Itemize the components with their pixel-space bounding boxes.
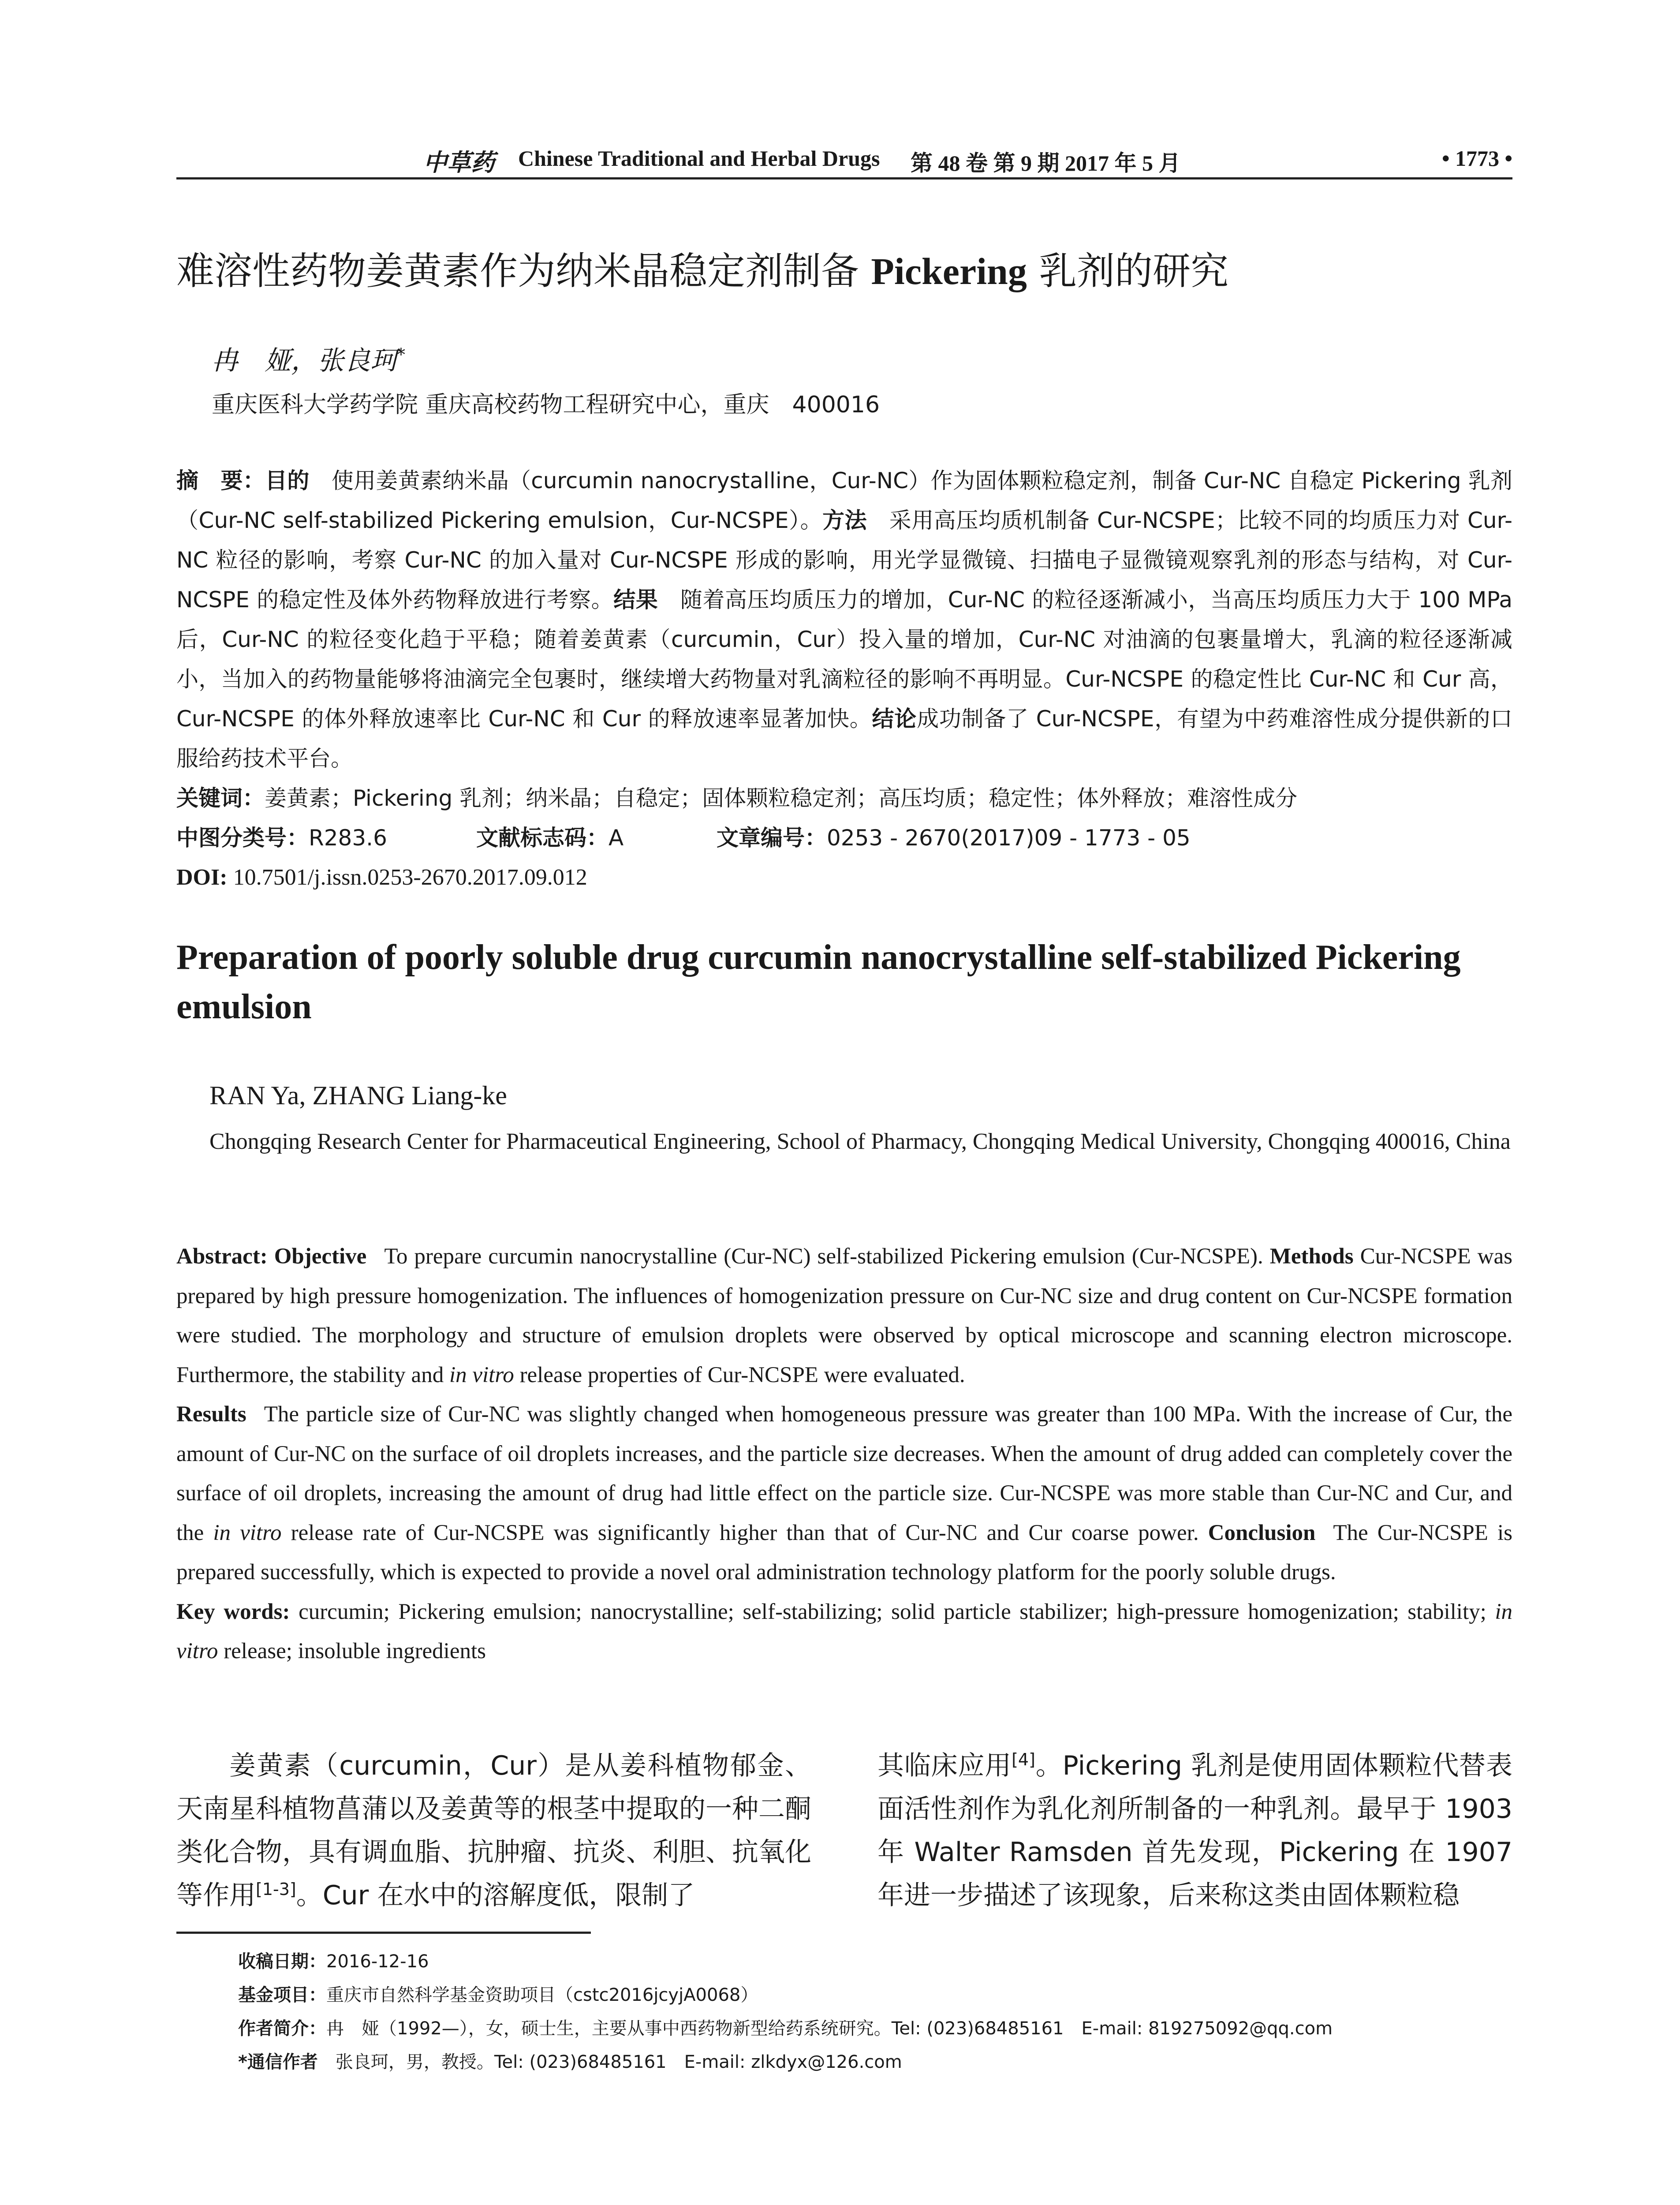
clc-code: R283.6 — [309, 825, 387, 851]
results-label-en: Results — [176, 1402, 246, 1427]
objective-label-en: Objective — [274, 1244, 367, 1269]
keywords-en-end: release; insoluble ingredients — [224, 1639, 486, 1663]
keywords-cn-text: 姜黄素；Pickering 乳剂；纳米晶；自稳定；固体颗粒稳定剂；高压均质；稳定性；体外释放；难溶性成分 — [265, 785, 1298, 811]
methods-label-cn: 方法 — [822, 508, 867, 533]
body-column-right — [877, 1744, 1512, 1917]
abstract-cn — [176, 461, 1512, 778]
results-en: The particle size of Cur-NC was slightly changed when homogeneous pressure was greater than 100 MPa. With the increase of Cur, the amount of Cur-NC on the surface of oil droplets increases, and the particle size decreases. When the amount of drug added can completely cover the surface of oil droplets, increasing the amount of drug had little effect on the particle size. Cur-NCSPE was more stable than Cur-NC and Cur, and the — [176, 1402, 1512, 1545]
footnotes — [238, 1945, 1517, 2079]
body-column-left — [176, 1744, 811, 1917]
doi-line — [176, 858, 1512, 897]
methods-label-en: Methods — [1269, 1244, 1354, 1269]
conclusion-label-en: Conclusion — [1208, 1520, 1316, 1545]
fund-text: 重庆市自然科学基金资助项目（cstc2016jcyjA0068） — [326, 1985, 758, 2005]
objective-en: To prepare curcumin nanocrystalline (Cur-NC) self-stabilized Pickering emulsion (Cur-NCSPE). — [384, 1244, 1263, 1269]
title-cn-part1: 难溶性药物姜黄素作为纳米晶稳定剂制备 — [176, 249, 871, 293]
title-cn-latin: Pickering — [871, 250, 1027, 292]
footnote-received — [238, 1945, 1517, 1978]
affiliation-cn: 重庆医科大学药学院 重庆高校药物工程研究中心，重庆 400016 — [212, 392, 880, 418]
footnote-author — [238, 2012, 1517, 2045]
footnote-rule — [176, 1932, 591, 1934]
paper-title-en: Preparation of poorly soluble drug curcumin nanocrystalline self-stabilized Pickering emulsion — [176, 938, 1461, 1026]
corresponding-author: 张良珂，男，教授。Tel: (023)68485161 E-mail: zlkdyx@126.com — [335, 2052, 902, 2072]
author-names-cn: 冉 娅，张良珂 — [212, 345, 397, 376]
classification-line — [176, 818, 1512, 858]
results-en-end: release rate of Cur-NCSPE was significantly higher than that of Cur-NC and Cur coarse power. — [291, 1520, 1199, 1545]
keywords-en-label: Key words: — [176, 1599, 290, 1624]
journal-name-cn: 中草药 — [423, 149, 495, 176]
authors-cn — [212, 340, 405, 377]
doi-label: DOI: — [176, 865, 228, 890]
keywords-en-text: curcumin; Pickering emulsion; nanocrystalline; self-stabilizing; solid particle stabilizer; high-pressure homogenization; stability; — [299, 1599, 1486, 1624]
running-header — [176, 137, 1512, 176]
doi-value[interactable]: 10.7501/j.issn.0253-2670.2017.09.012 — [233, 865, 587, 890]
conclusion-label-cn: 结论 — [872, 706, 917, 732]
results-label-cn: 结果 — [613, 587, 658, 613]
objective-cn: 使用姜黄素纳米晶（curcumin nanocrystalline，Cur-NC）作为固体颗粒稳定剂，制备 Cur-NC 自稳定 Pickering 乳剂（Cur-NC self-stabilized Pickering emulsion，Cur-NCSPE）。 — [176, 468, 1512, 533]
keywords-cn-label: 关键词： — [176, 785, 265, 811]
body-left-text: 姜黄素（curcumin，Cur）是从姜科植物郁金、天南星科植物菖蒲以及姜黄等的根茎中提取的一种二酮类化合物，具有调血脂、抗肿瘤、抗炎、利胆、抗氧化等作用 — [176, 1750, 811, 1911]
header-rule — [176, 177, 1512, 179]
body-left-end: 。Cur 在水中的溶解度低，限制了 — [296, 1880, 695, 1911]
corresponding-label: *通信作者 — [238, 2052, 318, 2072]
authors-en: RAN Ya, ZHANG Liang-ke — [209, 1081, 507, 1110]
journal-name-en: Chinese Traditional and Herbal Drugs — [518, 146, 880, 171]
footnote-fund — [238, 1978, 1517, 2012]
fund-label: 基金项目： — [238, 1985, 326, 2005]
reference-citation[interactable]: [4] — [1012, 1750, 1035, 1769]
objective-label-cn: 目的 — [265, 468, 310, 493]
methods-en-italic: in vitro — [449, 1362, 514, 1387]
methods-en: Cur-NCSPE was prepared by high pressure homogenization. The influences of homogenization pressure on Cur-NC size and drug content on Cur-NCSPE formation were studied. The morphology and structure of emulsion droplets were observed by optical microscope and scanning electron microscope. Furthermore, the stability and — [176, 1244, 1513, 1387]
doc-code-label: 文献标志码： — [476, 825, 609, 851]
results-en-italic: in vitro — [213, 1520, 282, 1545]
conclusion-cn: 成功制备了 Cur-NCSPE，有望为中药难溶性成分提供新的口服给药技术平台。 — [176, 706, 1512, 771]
clc-label: 中图分类号： — [176, 825, 309, 851]
affiliation-en: Chongqing Research Center for Pharmaceutical Engineering, School of Pharmacy, Chongqing Medical University, Chongqing 400016, China — [209, 1129, 1511, 1154]
results-cn: 随着高压均质压力的增加，Cur-NC 的粒径逐渐减小，当高压均质压力大于 100 MPa 后，Cur-NC 的粒径变化趋于平稳；随着姜黄素（curcumin，Cur）投入量的增加，Cur-NC 对油滴的包裹量增大，乳滴的粒径逐渐减小，当加入的药物量能够将油滴完全包裹时，继续增大药物量对乳滴粒径的影响不再明显。Cur-NCSPE 的稳定性比 Cur-NC 和 Cur 高，Cur-NCSPE 的体外释放速率比 Cur-NC 和 Cur 的释放速率显著加快。 — [176, 587, 1512, 732]
abstract-en — [176, 1237, 1512, 1671]
article-no-label: 文章编号： — [717, 825, 827, 851]
keywords-en-italic: in vitro — [176, 1599, 1513, 1663]
received-date: 2016-12-16 — [326, 1951, 429, 1972]
page-number: • 1773 • — [1441, 146, 1512, 171]
issue-info: 第 48 卷 第 9 期 2017 年 5 月 — [911, 151, 1181, 176]
article-no: 0253 - 2670(2017)09 - 1773 - 05 — [827, 825, 1191, 851]
title-cn-part2: 乳剂的研究 — [1027, 249, 1229, 293]
corresponding-mark: * — [397, 345, 405, 364]
keywords-cn — [176, 778, 1512, 818]
abstract-en-label: Abstract: — [176, 1244, 268, 1269]
conclusion-en: The Cur-NCSPE is prepared successfully, which is expected to provide a novel oral administration technology platform for the poorly soluble drugs. — [176, 1520, 1513, 1585]
abstract-cn-label: 摘 要： — [176, 468, 265, 493]
footnote-corresponding — [238, 2045, 1517, 2079]
methods-en-end: release properties of Cur-NCSPE were evaluated. — [519, 1362, 965, 1387]
author-bio: 冉 娅（1992—），女，硕士生，主要从事中西药物新型给药系统研究。Tel: (023)68485161 E-mail: 819275092@qq.com — [326, 2018, 1333, 2039]
reference-citation[interactable]: [1-3] — [256, 1880, 296, 1899]
body-right-text: 其临床应用 — [877, 1750, 1012, 1781]
body-right-end: 。Pickering 乳剂是使用固体颗粒代替表面活性剂作为乳化剂所制备的一种乳剂。最早于 1903 年 Walter Ramsden 首先发现，Pickering 在 1907 年进一步描述了该现象，后来称这类由固体颗粒稳 — [877, 1750, 1512, 1911]
methods-cn: 采用高压均质机制备 Cur-NCSPE；比较不同的均质压力对 Cur-NC 粒径的影响，考察 Cur-NC 的加入量对 Cur-NCSPE 形成的影响，用光学显微镜、扫描电子显微镜观察乳剂的形态与结构，对 Cur-NCSPE 的稳定性及体外药物释放进行考察。 — [176, 508, 1512, 613]
doc-code: A — [609, 825, 624, 851]
received-label: 收稿日期： — [238, 1951, 326, 1972]
paper-title-cn — [176, 247, 1543, 295]
author-bio-label: 作者简介： — [238, 2018, 326, 2039]
